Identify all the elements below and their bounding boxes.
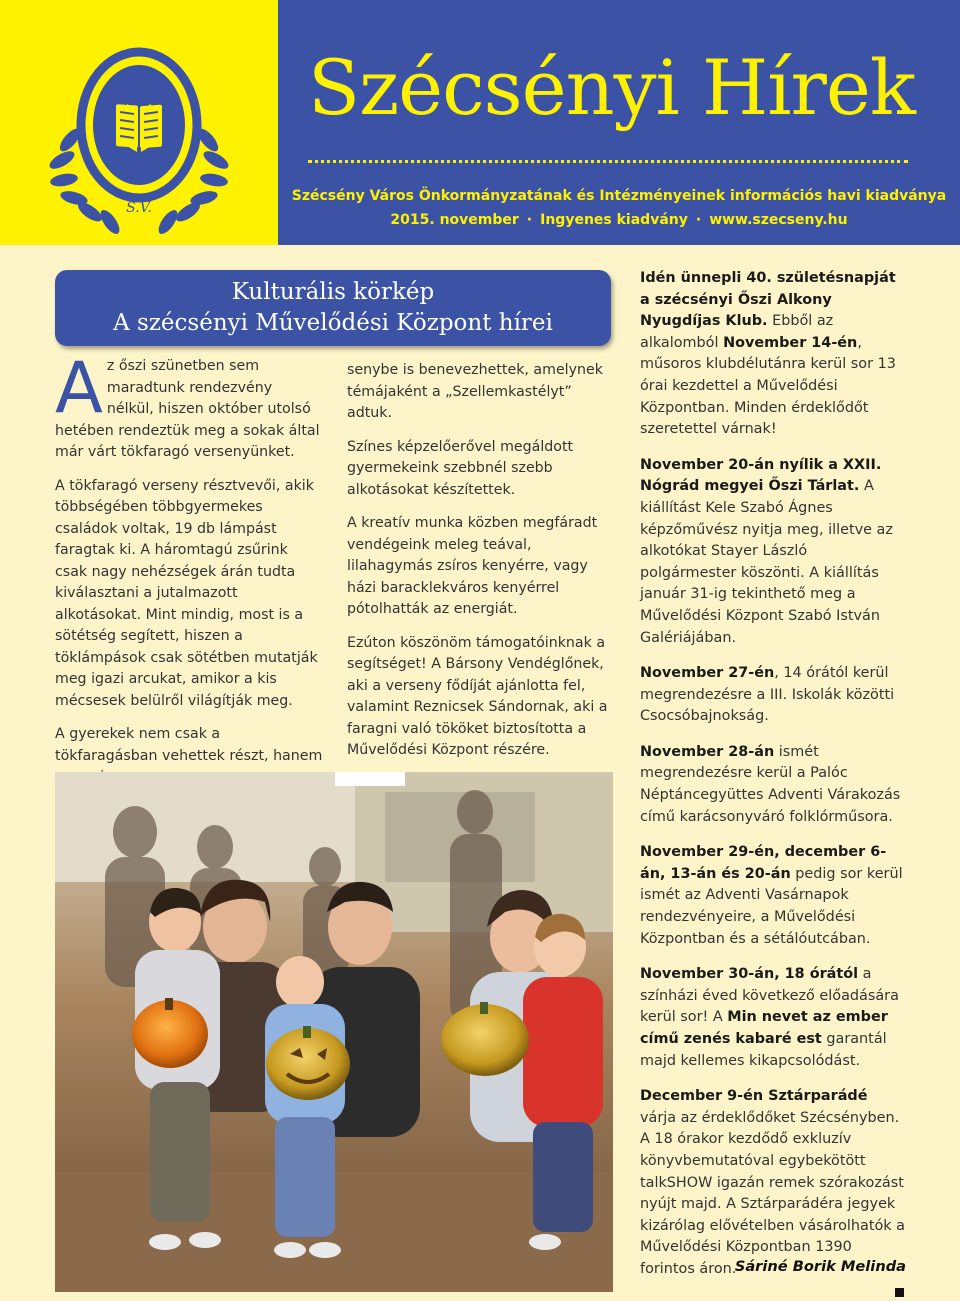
publisher-subtitle: Szécsény Város Önkormányzatának és Intézményeinek információs havi kiadványa <box>291 188 947 204</box>
section-header <box>55 270 611 346</box>
event-item: December 9-én Sztárparádé várja az érdeklődőket Szécsényben. A 18 órakor kezdődő exkluzív könyvbemutatóval egybekötött talkSHOW igazán remek szórakozást nyújt majd. A Sztárparádéra jegyek kizárólag elővételben vásárolhatók a Művelődési Központban 1390 forintos áron. <box>640 1088 906 1277</box>
article-paragraph: Az őszi szünetben sem maradtunk rendezvény nélkül, hiszen október utolsó hetében rendeztük meg a sokak által már várt tökfaragó versenyünket. <box>55 347 320 460</box>
logo-panel <box>0 0 278 245</box>
issue-date: 2015. november <box>390 212 519 228</box>
event-item: November 20-án nyílik a XXII. Nógrád megyei Őszi Tárlat. A kiállítást Kele Szabó Ágnes képzőművész nyitja meg, illetve az alkotókat Stayer László polgármester köszönti. A kiállítás január 31-ig tekinthető meg a Művelődési Központ Szabó István Galériájában. <box>640 456 893 646</box>
website-link[interactable]: www.szecseny.hu <box>709 212 848 228</box>
article-paragraph: senybe is benevezhettek, amelynek témájaként a „Szellemkastélyt” adtuk. <box>347 362 603 421</box>
article-end-mark <box>895 1288 904 1297</box>
event-item: November 29-én, december 6-án, 13-án és 20-án pedig sor kerül ismét az Adventi Vasárnapok rendezvényeire, a Művelődési Központban és a sétálóutcában. <box>640 844 903 947</box>
article-paragraph: A gyerekek nem csak a tökfaragásban vehettek részt, hanem <box>55 726 323 764</box>
issue-line: 2015. november · Ingyenes kiadvány · www.szecseny.hu <box>390 212 848 228</box>
free-label: Ingyenes kiadvány <box>540 212 688 228</box>
title-divider <box>308 160 908 163</box>
event-item: November 28-án ismét megrendezésre kerül a Palóc Néptáncegyüttes Adventi Várakozás című karácsonyváró folklórműsora. <box>640 743 901 825</box>
drop-cap: A <box>55 347 103 429</box>
article-paragraph: A tökfaragó verseny résztvevői, akik többségében többgyermekes családok voltak, 19 db lámpást faragtak ki. A háromtagú zsűrink csak nagy nehézségek árán tudta kiválasztani a jutalmazott alkotásokat. Mint mindig, most is a sötétség segített, hiszen a töklámpások csak sötétben mutatják meg igazi arcukat, amikor a kis mécsesek belülről világítják meg. <box>55 477 318 709</box>
section-title: Kulturális körkép <box>231 279 435 305</box>
article-paragraph: Ezúton köszönöm támogatóinknak a segítséget! A Bársony Vendéglőnek, aki a verseny fődíját ajánlotta fel, valamint Reznicsek Sándornak, aki a faragni való tököket biztosította a Művelődési Központ részére. <box>347 634 608 758</box>
article-column-2 <box>347 360 615 774</box>
article-paragraph: Színes képzelőerővel megáldott gyermekeink szebbnél szebb alkotásokat készítettek. <box>347 438 574 498</box>
pumpkin-photo <box>55 772 613 1292</box>
section-subtitle: A szécsényi Művelődési Központ hírei <box>113 310 553 336</box>
author-signature: Sáriné Borik Melinda <box>734 1258 906 1275</box>
crest-letters: S.V. <box>126 200 152 216</box>
article-paragraph: A kreatív munka közben megfáradt vendégeink meleg teával, lilahagymás zsíros kenyérre, vagy házi baracklekváros kenyérrel pótolhatták az energiát. <box>347 515 598 617</box>
newspaper-title: Szécsényi Hírek <box>308 43 915 132</box>
event-item: November 30-án, 18 órától a színházi éved következő előadására kerül sor! A Min nevet az ember című zenés kabaré est garantál majd kellemes kikapcsolódást. <box>640 966 899 1069</box>
events-column <box>640 268 908 1295</box>
event-item: November 27-én, 14 órától kerül megrendezésre a III. Iskolák közötti Csocsóbajnokság. <box>640 665 895 725</box>
event-item: Idén ünnepli 40. születésnapját a szécsényi Őszi Alkony Nyugdíjas Klub. Ebből az alkalomból November 14-én, műsoros klubdélutánra kerül sor 13 órai kezdettel a Művelődési Központban. Minden érdeklődőt szeretettel várnak! <box>640 270 896 438</box>
city-crest-icon <box>0 0 278 245</box>
masthead-banner <box>278 0 960 245</box>
article-column-1 <box>55 347 323 801</box>
photo-illustration-icon <box>55 772 613 1292</box>
